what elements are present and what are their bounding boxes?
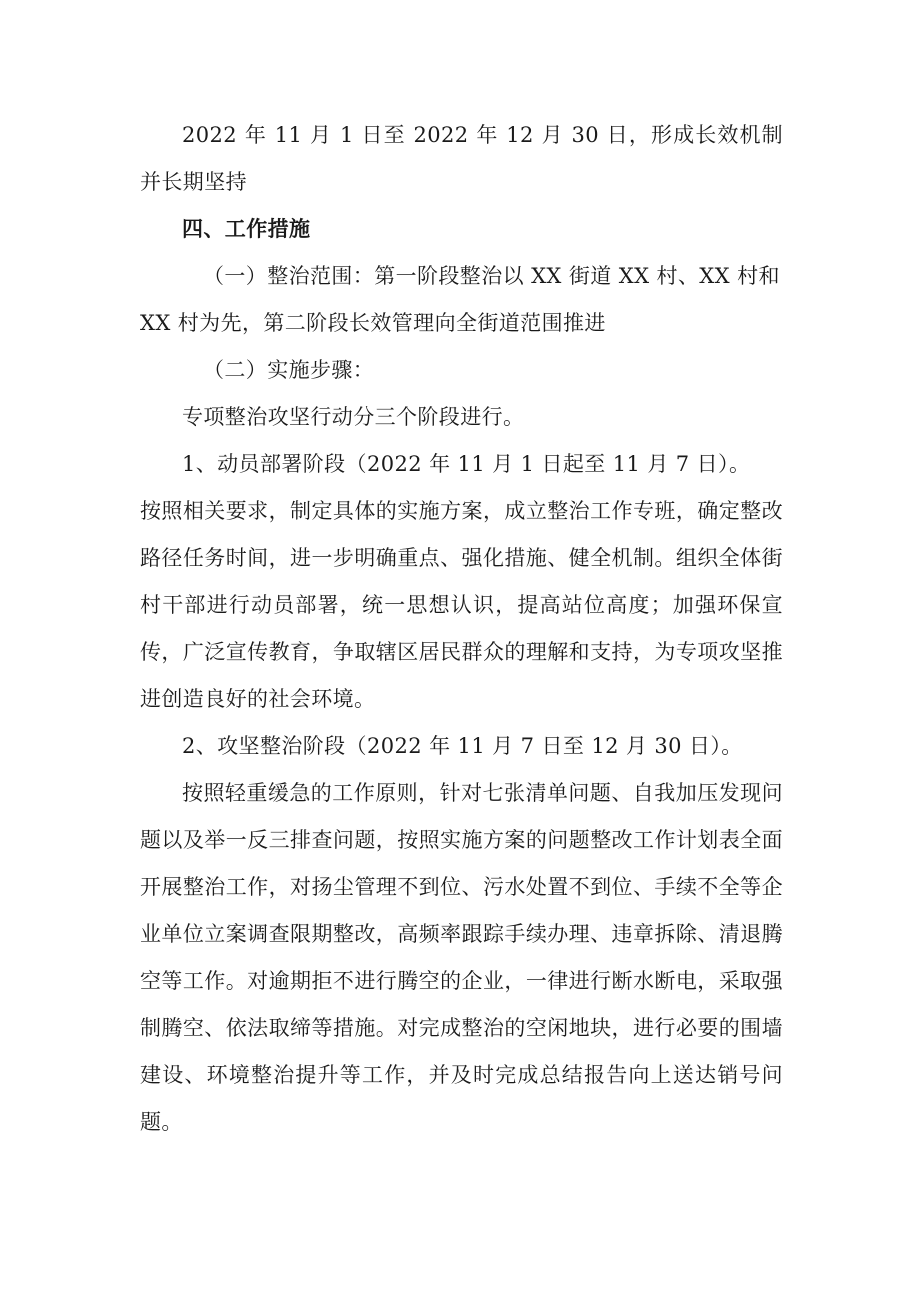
paragraph-stages-intro: 专项整治攻坚行动分三个阶段进行。 xyxy=(182,405,525,429)
paragraph-stage-1-body: 按照相关要求，制定具体的实施方案，成立整治工作专班，确定整改路径任务时间，进一步明确重点、强化措施、健全机制。组织全体街村干部进行动员部署，统一思想认识，提高站位高度；加强环保宣传，广泛宣传教育，争取辖区居民群众的理解和支持，为专项攻坚推进创造良好的社会环境。 xyxy=(140,499,783,711)
paragraph-steps-heading: （二）实施步骤： xyxy=(203,358,375,382)
paragraph-stage-2-title: 2、攻坚整治阶段（2022 年 11 月 7 日至 12 月 30 日）。 xyxy=(182,734,743,758)
section-heading-work-measures: 四、工作措施 xyxy=(182,217,311,241)
document-body xyxy=(140,112,783,1146)
paragraph-stage-2-body: 按照轻重缓急的工作原则，针对七张清单问题、自我加压发现问题以及举一反三排查问题，按照实施方案的问题整改工作计划表全面开展整治工作，对扬尘管理不到位、污水处置不到位、手续不全等企业单位立案调查限期整改，高频率跟踪手续办理、违章拆除、清退腾空等工作。对逾期拒不进行腾空的企业，一律进行断水断电，采取强制腾空、依法取缔等措施。对完成整治的空闲地块，进行必要的围墙建设、环境整治提升等工作，并及时完成总结报告向上送达销号问题。 xyxy=(140,781,783,1134)
paragraph-stage-1-title: 1、动员部署阶段（2022 年 11 月 1 日起至 11 月 7 日）。 xyxy=(182,452,751,476)
paragraph-scope: （一）整治范围：第一阶段整治以 XX 街道 XX 村、XX 村和 XX 村为先，第二阶段长效管理向全街道范围推进 xyxy=(140,264,780,335)
paragraph-timeline: 2022 年 11 月 1 日至 2022 年 12 月 30 日，形成长效机制并长期坚持 xyxy=(140,123,783,194)
